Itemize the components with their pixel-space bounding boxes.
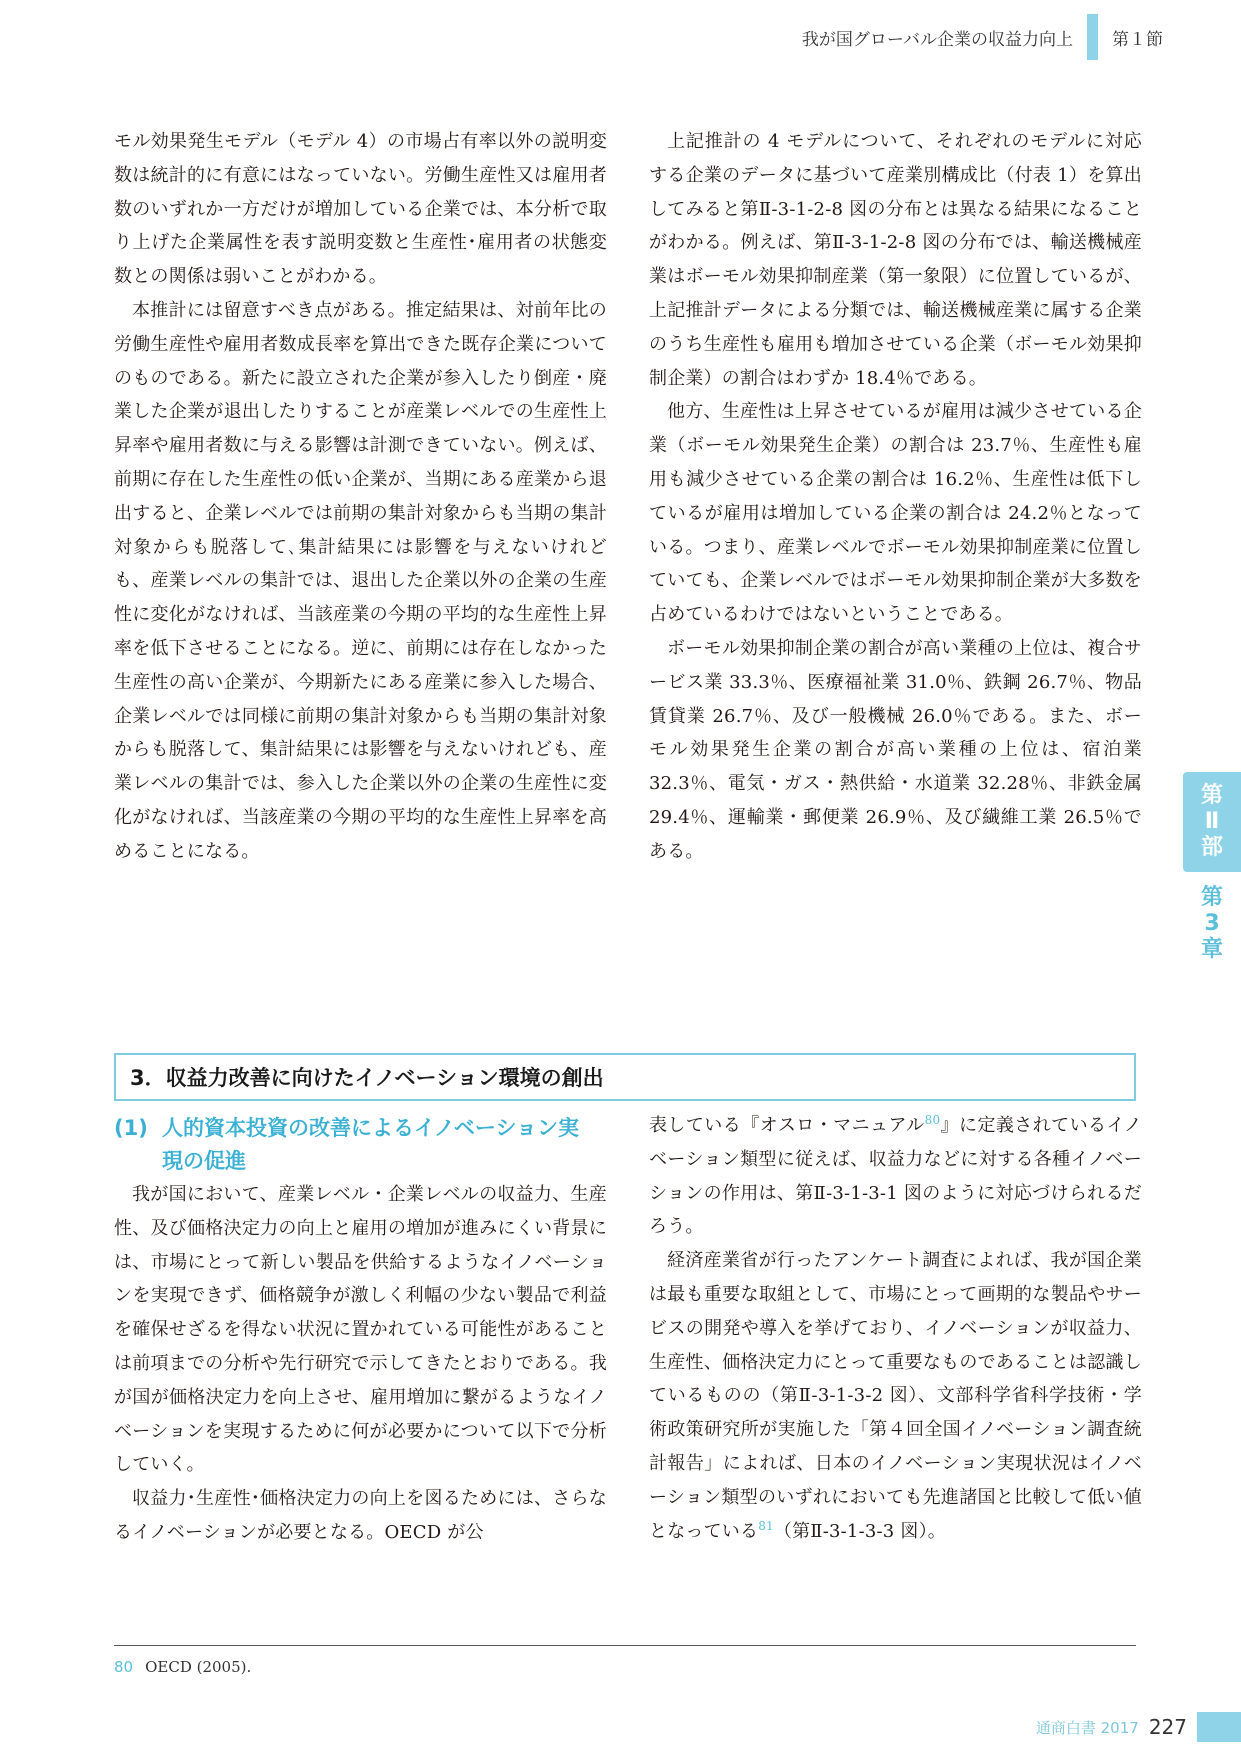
chapter-tab-char: 章 [1200, 937, 1223, 962]
footnote-ref[interactable]: 81 [758, 1518, 774, 1533]
subsection-number: (1) [114, 1116, 148, 1140]
paragraph: モル効果発生モデル（モデル 4）の市場占有率以外の説明変数は統計的に有意にはなっていない。労働生産性又は雇用者数のいずれか一方だけが増加している企業では、本分析で取り上げた企業属性を表す説明変数と生産性･雇用者の状態変数との関係は弱いことがわかる。 [114, 131, 607, 288]
paragraph: 他方、生産性は上昇させているが雇用は減少させている企業（ボーモル効果発生企業）の割合は 23.7％、生産性も雇用も減少させている企業の割合は 16.2％、生産性は低下しているが雇用は増加している企業の割合は 24.2％となっている。つまり、産業レベルでボーモル効果抑制産業に位置していても、企業レベルではボーモル効果抑制企業が大多数を占めているわけではないということである。 [649, 401, 1142, 626]
section-heading: 3．収益力改善に向けたイノベーション環境の創出 [114, 1053, 1136, 1101]
part-tab-char: 部 [1200, 835, 1223, 860]
publication-name: 通商白書 2017 [1035, 1718, 1139, 1737]
footnote-divider [114, 1645, 1136, 1646]
part-tab-char: 第 [1200, 783, 1223, 808]
part-tab-char: Ⅱ [1204, 809, 1220, 834]
top-left-column [114, 125, 607, 869]
paragraph: ボーモル効果抑制企業の割合が高い業種の上位は、複合サービス業 33.3％、医療福祉業 31.0％、鉄鋼 26.7％、物品賃貸業 26.7％、及び一般機械 26.0％である。また、ボーモル効果発生企業の割合が高い業種の上位は、宿泊業 32.3％、電気・ガス・熱供給・水道業 32.28％、非鉄金属 29.4％、運輸業・郵便業 26.9％、及び繊維工業 26.5％である。 [649, 637, 1142, 862]
section-label: 第１節 [1112, 29, 1163, 50]
paragraph: 上記推計の 4 モデルについて、それぞれのモデルに対応する企業のデータに基づいて産業別構成比（付表 1）を算出してみると第Ⅱ-3-1-2-8 図の分布とは異なる結果になることがわかる。例えば、第Ⅱ-3-1-2-8 図の分布では、輸送機械産業はボーモル効果抑制産業（第一象限）に位置しているが、上記推計データによる分類では、輸送機械産業に属する企業のうち生産性も雇用も増加させている企業（ボーモル効果抑制企業）の割合はわずか 18.4％である。 [649, 131, 1142, 389]
chapter-title: 我が国グローバル企業の収益力向上 [801, 29, 1073, 50]
paragraph: 我が国において、産業レベル・企業レベルの収益力、生産性、及び価格決定力の向上と雇用の増加が進みにくい背景には、市場にとって新しい製品を供給するようなイノベーションを実現できず、価格競争が激しく利幅の少ない製品で利益を確保せざるを得ない状況に置かれている可能性があることは前項までの分析や先行研究で示してきたとおりである。我が国が価格決定力を向上させ、雇用増加に繋がるようなイノベーションを実現するために何が必要かについて以下で分析していく。 [114, 1184, 607, 1476]
subsection-heading [114, 1112, 609, 1178]
footnote [114, 1658, 251, 1676]
paragraph [649, 1244, 1142, 1548]
part-tab[interactable] [1183, 772, 1241, 872]
header-accent-bar [1087, 14, 1098, 60]
chapter-tab-char: 第 [1200, 885, 1223, 910]
text-run: 』に定義されているイノベーション類型に従えば、収益力などに対する各種イノベーションの作用は、第Ⅱ-3-1-3-1 図のように対応づけられるだろう。 [649, 1115, 1142, 1238]
text-run: 表している『オスロ・マニュアル [649, 1115, 925, 1136]
running-header [802, 14, 1163, 60]
subsection-title-line1: 人的資本投資の改善によるイノベーション実 [162, 1116, 580, 1140]
top-right-column [649, 125, 1142, 869]
text-run: （第Ⅱ-3-1-3-3 図）。 [773, 1520, 946, 1542]
page-footer [1001, 1712, 1241, 1742]
paragraph: 本推計には留意すべき点がある。推定結果は、対前年比の労働生産性や雇用者数成長率を算出できた既存企業についてのものである。新たに設立された企業が参入したり倒産・廃業した企業が退出したりすることが産業レベルでの生産性上昇率や雇用者数に与える影響は計測できていない。例えば、前期に存在した生産性の低い企業が、当期にある産業から退出すると、企業レベルでは前期の集計対象からも当期の集計対象からも脱落して､集計結果には影響を与えないけれども、産業レベルの集計では、退出した企業以外の企業の生産性に変化がなければ、当該産業の今期の平均的な生産性上昇率を低下させることになる。逆に、前期には存在しなかった生産性の高い企業が、今期新たにある産業に参入した場合、企業レベルでは同様に前期の集計対象からも当期の集計対象からも脱落して、集計結果には影響を与えないけれども、産業レベルの集計では、参入した企業以外の企業の生産性に変化がなければ、当該産業の今期の平均的な生産性上昇率を高めることになる。 [114, 299, 607, 862]
page-number: 227 [1148, 1715, 1187, 1739]
footnote-number: 80 [114, 1658, 134, 1676]
text-run: 経済産業省が行ったアンケート調査によれば、我が国企業は最も重要な取組として、市場にとって画期的な製品やサービスの開発や導入を挙げており、イノベーションが収益力、生産性、価格決定力にとって重要なものであることは認識しているものの（第Ⅱ-3-1-3-2 図）、文部科学省科学技術・学術政策研究所が実施した「第４回全国イノベーション調査統計報告」によれば、日本のイノベーション実現状況はイノベーション類型のいずれにおいても先進諸国と比較して低い値となっている [649, 1250, 1142, 1542]
paragraph [649, 1109, 1142, 1244]
subsection-title-line2: 現の促進 [162, 1149, 246, 1173]
chapter-tab-char: 3 [1204, 911, 1220, 936]
bottom-left-column [114, 1178, 607, 1550]
footnote-text: OECD (2005). [145, 1658, 252, 1676]
bottom-right-column [649, 1109, 1142, 1548]
chapter-tab[interactable] [1183, 885, 1241, 963]
paragraph: 収益力･生産性･価格決定力の向上を図るためには、さらなるイノベーションが必要となる。OECD が公 [114, 1488, 607, 1543]
footer-accent-bar [1197, 1712, 1241, 1742]
footnote-ref[interactable]: 80 [924, 1113, 941, 1127]
